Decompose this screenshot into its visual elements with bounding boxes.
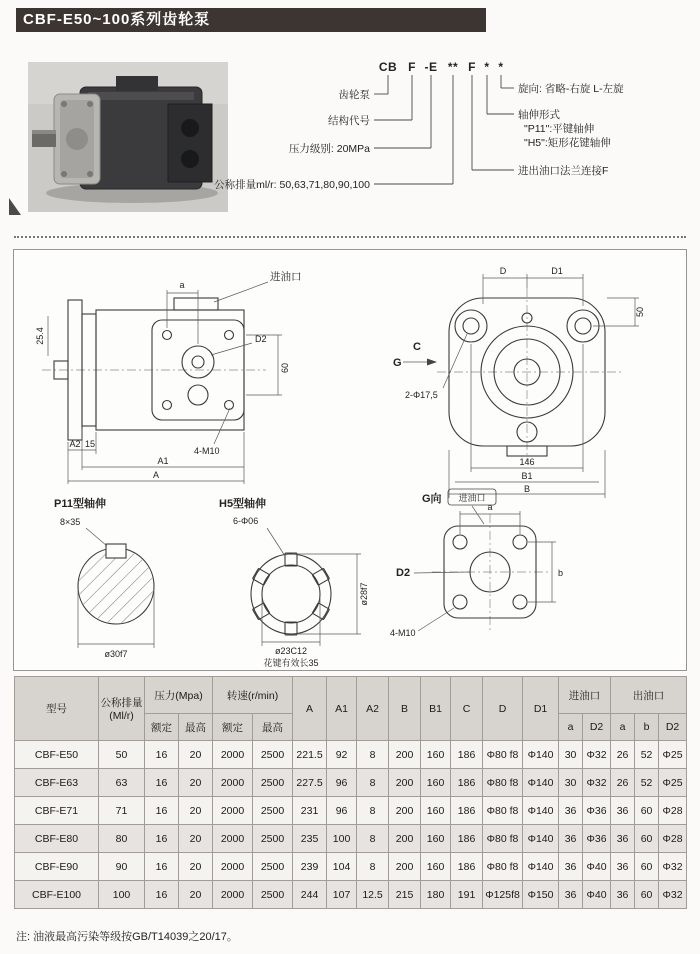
table-cell: 20 <box>179 741 213 769</box>
table-cell: 36 <box>611 853 635 881</box>
model-code-string <box>379 60 504 74</box>
table-cell: 36 <box>559 825 583 853</box>
header-dim: A <box>293 677 327 741</box>
table-cell: 20 <box>179 769 213 797</box>
svg-text:4-M10: 4-M10 <box>390 628 416 638</box>
table-cell: 2500 <box>253 881 293 909</box>
svg-text:4-M10: 4-M10 <box>194 446 220 456</box>
table-cell: 16 <box>145 881 179 909</box>
header-sub: b <box>635 714 659 741</box>
dimension-labels <box>393 266 645 494</box>
table-cell: Φ80 f8 <box>483 825 523 853</box>
inlet-port-label: 进油口 <box>270 271 302 283</box>
g-view-label: G向 <box>422 493 442 505</box>
table-cell: 96 <box>327 797 357 825</box>
table-cell: 2500 <box>253 825 293 853</box>
view-arrow <box>427 359 437 366</box>
table-row <box>15 825 687 853</box>
svg-text:ø30f7: ø30f7 <box>104 649 128 659</box>
key-size-label: 8×35 <box>60 517 81 527</box>
pump-side-view-drawing <box>34 262 344 490</box>
table-cell: 2000 <box>213 853 253 881</box>
table-cell: Φ36 <box>583 825 611 853</box>
table-cell: 160 <box>421 741 451 769</box>
code-part: F <box>408 60 416 74</box>
svg-text:25.4: 25.4 <box>35 327 45 345</box>
table-cell: 30 <box>559 741 583 769</box>
svg-text:D2: D2 <box>396 567 411 579</box>
table-cell: 36 <box>559 881 583 909</box>
table-cell: Φ140 <box>523 797 559 825</box>
table-cell: 96 <box>327 769 357 797</box>
code-label-flange: 进出油口法兰连接F <box>518 165 609 177</box>
spline-length-note: 花键有效长35 <box>263 658 319 668</box>
table-cell: Φ32 <box>659 853 687 881</box>
header-dim: D1 <box>523 677 559 741</box>
header-dim: B1 <box>421 677 451 741</box>
table-cell: 8 <box>357 741 389 769</box>
table-cell: Φ80 f8 <box>483 853 523 881</box>
dotted-separator <box>14 236 686 238</box>
code-right-labels <box>518 82 624 177</box>
header-dim: D <box>483 677 523 741</box>
table-cell: 227.5 <box>293 769 327 797</box>
table-cell: 235 <box>293 825 327 853</box>
inlet-port-label: 进油口 <box>458 493 486 503</box>
svg-text:146: 146 <box>519 457 535 467</box>
p11-shaft-drawing <box>44 494 199 664</box>
model-cell: CBF-E71 <box>15 797 99 825</box>
table-row <box>15 881 687 909</box>
table-cell: 180 <box>421 881 451 909</box>
table-row <box>15 797 687 825</box>
code-part: F <box>468 60 476 74</box>
table-cell: 8 <box>357 797 389 825</box>
svg-text:ø28f7: ø28f7 <box>359 582 369 606</box>
table-cell: Φ40 <box>583 853 611 881</box>
table-cell: Φ40 <box>583 881 611 909</box>
table-cell: 20 <box>179 853 213 881</box>
table-cell: 90 <box>99 853 145 881</box>
g-view-drawing <box>386 484 601 664</box>
table-cell: 2500 <box>253 769 293 797</box>
table-cell: 60 <box>635 797 659 825</box>
table-cell: 16 <box>145 825 179 853</box>
table-cell: 2500 <box>253 797 293 825</box>
table-cell: 80 <box>99 825 145 853</box>
table-cell: Φ140 <box>523 741 559 769</box>
table-cell: 221.5 <box>293 741 327 769</box>
keyway <box>106 544 126 558</box>
table-cell: 8 <box>357 825 389 853</box>
table-row <box>15 769 687 797</box>
table-cell: 186 <box>451 853 483 881</box>
table-cell: 16 <box>145 741 179 769</box>
dimension-lines <box>48 282 282 484</box>
model-code-diagram <box>120 56 695 224</box>
svg-text:C: C <box>413 341 421 353</box>
table-cell: 2000 <box>213 769 253 797</box>
table-cell: Φ25 <box>659 769 687 797</box>
table-cell: 186 <box>451 797 483 825</box>
svg-text:ø23C12: ø23C12 <box>274 646 308 656</box>
code-label-shaft: 轴伸形式 <box>518 109 560 121</box>
svg-text:A2: A2 <box>69 439 81 449</box>
table-cell: Φ25 <box>659 741 687 769</box>
spec-table <box>14 676 687 909</box>
svg-text:2-Φ17,5: 2-Φ17,5 <box>405 390 438 400</box>
table-cell: 2500 <box>253 741 293 769</box>
table-cell: 36 <box>611 881 635 909</box>
table-header <box>15 677 687 741</box>
table-cell: 186 <box>451 741 483 769</box>
drawing-frame <box>13 249 687 671</box>
svg-text:B: B <box>523 484 531 494</box>
table-cell: 200 <box>389 797 421 825</box>
table-cell: 26 <box>611 769 635 797</box>
header-sub: a <box>559 714 583 741</box>
table-cell: 16 <box>145 769 179 797</box>
table-cell: 200 <box>389 769 421 797</box>
pump-side-outline <box>54 298 244 440</box>
svg-text:B1: B1 <box>521 471 533 481</box>
page-title-bar <box>16 8 486 32</box>
table-cell: 100 <box>99 881 145 909</box>
pump-front-view-drawing <box>379 260 674 500</box>
table-cell: 20 <box>179 825 213 853</box>
header-max: 最高 <box>179 714 213 741</box>
table-cell: Φ80 f8 <box>483 769 523 797</box>
table-cell: Φ28 <box>659 825 687 853</box>
table-cell: 160 <box>421 769 451 797</box>
code-connector-lines <box>374 75 514 184</box>
dimension-lines <box>414 506 556 631</box>
table-cell: 2000 <box>213 825 253 853</box>
svg-text:a: a <box>179 280 185 290</box>
table-cell: 50 <box>99 741 145 769</box>
header-speed: 转速(r/min) <box>213 677 293 714</box>
svg-text:60: 60 <box>280 362 290 374</box>
svg-text:A: A <box>152 470 160 480</box>
spline-spec-label: 6-Φ06 <box>233 516 259 526</box>
table-cell: 92 <box>327 741 357 769</box>
table-cell: 186 <box>451 769 483 797</box>
code-part: ** <box>447 60 459 74</box>
svg-text:b: b <box>558 568 564 578</box>
model-cell: CBF-E80 <box>15 825 99 853</box>
dimension-labels <box>35 270 302 480</box>
table-cell: Φ80 f8 <box>483 741 523 769</box>
header-dim: A1 <box>327 677 357 741</box>
table-cell: Φ140 <box>523 853 559 881</box>
table-cell: 200 <box>389 825 421 853</box>
table-cell: 52 <box>635 741 659 769</box>
corner-mark <box>8 196 23 216</box>
table-cell: 60 <box>635 881 659 909</box>
table-body <box>15 741 687 909</box>
table-cell: 186 <box>451 825 483 853</box>
table-cell: 52 <box>635 769 659 797</box>
header-rated: 额定 <box>213 714 253 741</box>
table-cell: 16 <box>145 797 179 825</box>
header-displacement: 公称排量(Ml/r) <box>99 677 145 741</box>
table-cell: Φ140 <box>523 769 559 797</box>
table-cell: 8 <box>357 769 389 797</box>
header-outlet: 出油口 <box>611 677 687 714</box>
code-label-shaft-p11: "P11":平键轴伸 <box>524 123 595 135</box>
table-cell: 191 <box>451 881 483 909</box>
header-rated: 额定 <box>145 714 179 741</box>
table-cell: 2500 <box>253 853 293 881</box>
table-cell: 215 <box>389 881 421 909</box>
table-row <box>15 741 687 769</box>
table-cell: Φ28 <box>659 797 687 825</box>
code-label-pump: 齿轮泵 <box>338 89 370 101</box>
table-cell: 36 <box>611 825 635 853</box>
header-dim: A2 <box>357 677 389 741</box>
table-cell: 107 <box>327 881 357 909</box>
h5-shaft-drawing <box>209 494 379 668</box>
header-inlet: 进油口 <box>559 677 611 714</box>
table-cell: 104 <box>327 853 357 881</box>
table-cell: 20 <box>179 881 213 909</box>
table-cell: 30 <box>559 769 583 797</box>
table-cell: 63 <box>99 769 145 797</box>
svg-text:D1: D1 <box>551 266 563 276</box>
table-cell: 231 <box>293 797 327 825</box>
table-cell: 2000 <box>213 741 253 769</box>
code-label-displacement: 公称排量ml/r: 50,63,71,80,90,100 <box>214 179 370 191</box>
header-sub: D2 <box>583 714 611 741</box>
footnote: 注: 油液最高污染等级按GB/T14039之20/17。 <box>16 931 238 943</box>
code-left-labels <box>214 88 370 191</box>
header-dim: C <box>451 677 483 741</box>
header-dim: B <box>389 677 421 741</box>
table-cell: 16 <box>145 853 179 881</box>
table-cell: 71 <box>99 797 145 825</box>
table-cell: 12.5 <box>357 881 389 909</box>
header-sub: D2 <box>659 714 687 741</box>
table-cell: 160 <box>421 853 451 881</box>
table-cell: 2000 <box>213 797 253 825</box>
table-row <box>15 853 687 881</box>
table-cell: Φ32 <box>659 881 687 909</box>
table-cell: 26 <box>611 741 635 769</box>
table-cell: Φ150 <box>523 881 559 909</box>
code-part: * <box>498 60 504 74</box>
table-cell: 160 <box>421 797 451 825</box>
table-cell: 36 <box>611 797 635 825</box>
p11-title: P11型轴伸 <box>54 498 106 510</box>
centerline <box>432 514 550 632</box>
svg-text:A1: A1 <box>157 456 169 466</box>
code-label-rotation: 旋向: 省略-右旋 L-左旋 <box>518 83 624 95</box>
view-g-label: G <box>393 357 402 369</box>
table-cell: 239 <box>293 853 327 881</box>
model-cell: CBF-E90 <box>15 853 99 881</box>
header-max: 最高 <box>253 714 293 741</box>
code-part: * <box>484 60 490 74</box>
table-cell: 60 <box>635 825 659 853</box>
table-cell: Φ125f8 <box>483 881 523 909</box>
code-label-shaft-h5: "H5":矩形花键轴伸 <box>524 137 611 149</box>
code-part: CB <box>378 60 398 74</box>
table-cell: Φ32 <box>583 741 611 769</box>
h5-outline <box>251 553 331 635</box>
table-cell: 200 <box>389 741 421 769</box>
table-cell: Φ36 <box>583 797 611 825</box>
table-cell: 60 <box>635 853 659 881</box>
table-cell: 8 <box>357 853 389 881</box>
table-cell: 36 <box>559 853 583 881</box>
table-cell: 160 <box>421 825 451 853</box>
page-title: CBF-E50~100系列齿轮泵 <box>23 11 211 28</box>
header-model: 型号 <box>15 677 99 741</box>
code-label-structure: 结构代号 <box>328 115 370 127</box>
table-cell: 36 <box>559 797 583 825</box>
table-cell: Φ80 f8 <box>483 797 523 825</box>
code-label-pressure: 压力级别: 20MPa <box>288 143 370 155</box>
model-cell: CBF-E63 <box>15 769 99 797</box>
code-part: -E <box>424 60 438 74</box>
svg-text:a: a <box>487 502 493 512</box>
model-cell: CBF-E100 <box>15 881 99 909</box>
svg-text:D: D <box>499 266 507 276</box>
svg-text:D2: D2 <box>255 334 267 344</box>
table-cell: 244 <box>293 881 327 909</box>
table-cell: 100 <box>327 825 357 853</box>
table-cell: 20 <box>179 797 213 825</box>
hatching <box>78 548 153 623</box>
table-cell: Φ140 <box>523 825 559 853</box>
table-cell: Φ32 <box>583 769 611 797</box>
h5-title: H5型轴伸 <box>219 498 267 510</box>
svg-text:15: 15 <box>84 439 96 449</box>
model-cell: CBF-E50 <box>15 741 99 769</box>
header-sub: a <box>611 714 635 741</box>
svg-text:50: 50 <box>635 306 645 318</box>
table-cell: 200 <box>389 853 421 881</box>
header-pressure: 压力(Mpa) <box>145 677 213 714</box>
table-cell: 2000 <box>213 881 253 909</box>
